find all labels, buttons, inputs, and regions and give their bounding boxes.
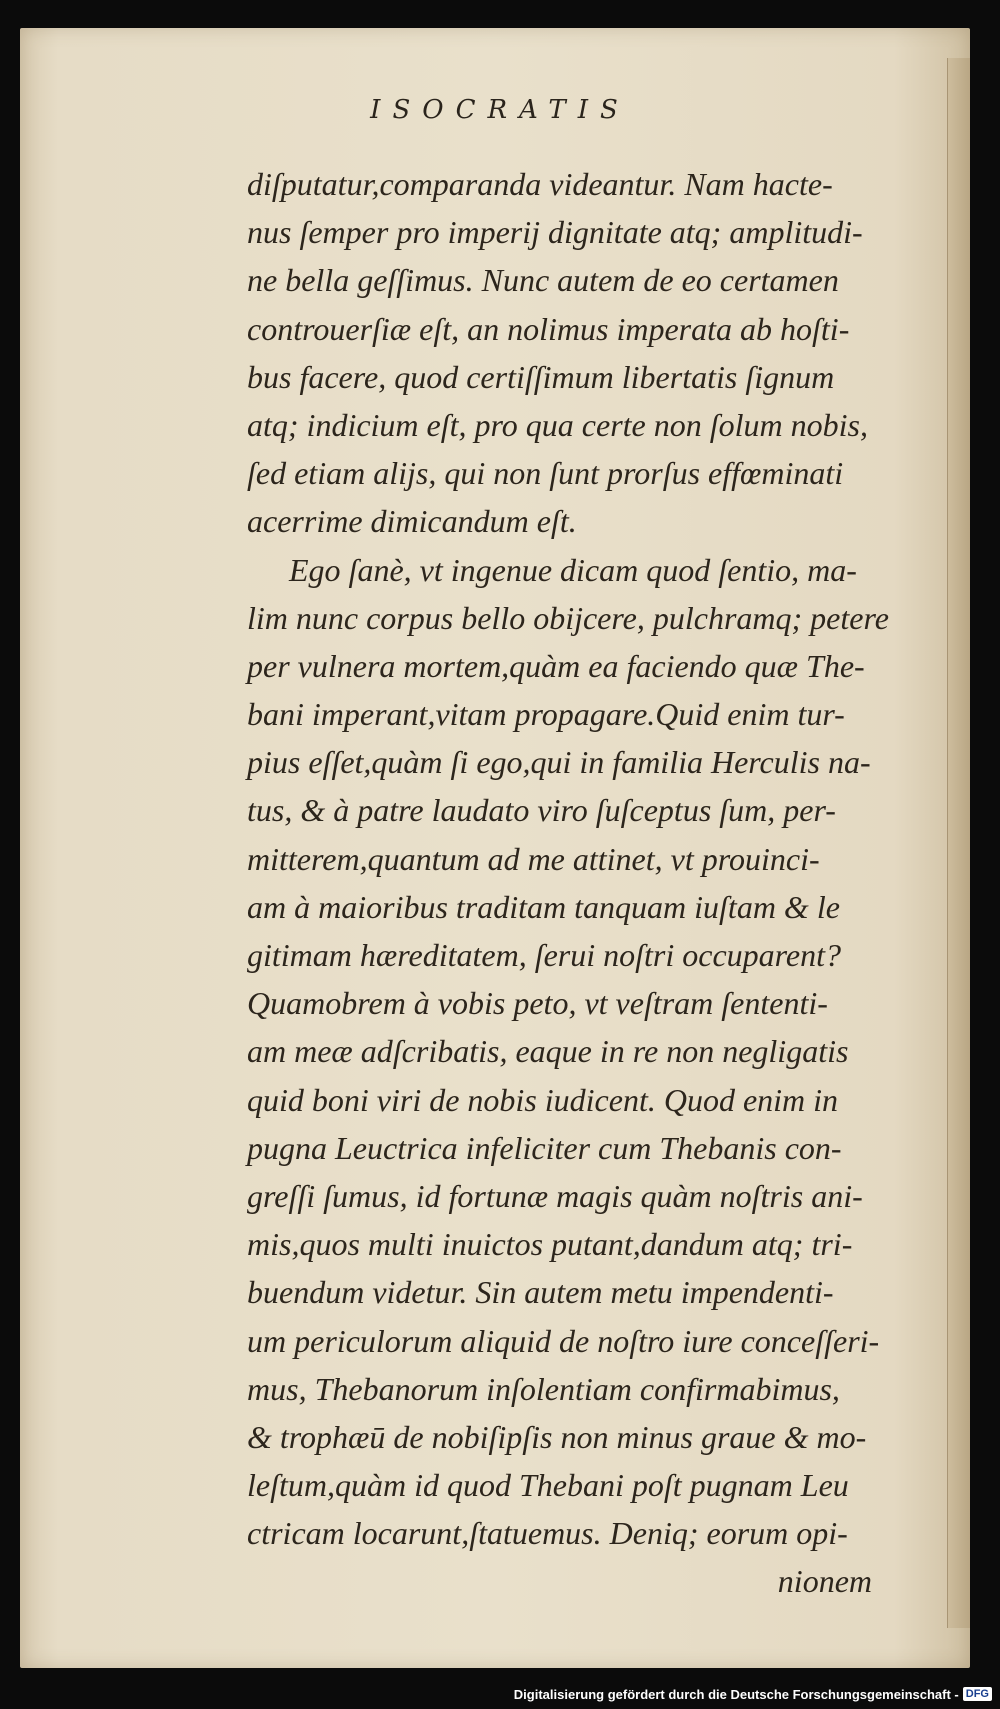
dfg-logo: DFG bbox=[963, 1687, 992, 1701]
text-line: nus ſemper pro imperij dignitate atq; amplitudi- bbox=[247, 214, 863, 251]
text-line: mitterem,quantum ad me attinet, vt prouinci- bbox=[247, 840, 820, 877]
text-line: ne bella geſſimus. Nunc autem de eo certamen bbox=[247, 262, 839, 299]
paragraph-start-line: Ego ſanè, vt ingenue dicam quod ſentio, ma- bbox=[289, 551, 857, 588]
text-line: controuerſiæ eſt, an nolimus imperata ab hoſti- bbox=[247, 310, 850, 347]
text-line: pius eſſet,quàm ſi ego,qui in familia Herculis na- bbox=[247, 744, 871, 781]
text-line: ctricam locarunt,ſtatuemus. Deniq; eorum opi- bbox=[247, 1515, 848, 1552]
text-line: acerrime dimicandum eſt. bbox=[247, 503, 577, 540]
text-line: gitimam hæreditatem, ſerui noſtri occuparent? bbox=[247, 937, 842, 973]
page-edge bbox=[947, 58, 970, 1628]
text-line: buendum videtur. Sin autem metu impendenti- bbox=[247, 1274, 834, 1311]
credit-text: Digitalisierung gefördert durch die Deutsche Forschungsgemeinschaft - bbox=[513, 1686, 959, 1702]
text-line: Quamobrem à vobis peto, vt veſtram ſententi- bbox=[247, 985, 828, 1022]
text-line: am meæ adſcribatis, eaque in re non negligatis bbox=[247, 1033, 849, 1070]
text-line: bani imperant,vitam propagare.Quid enim tur- bbox=[247, 696, 845, 733]
running-head: ISOCRATIS bbox=[370, 95, 630, 125]
text-line: mis,quos multi inuictos putant,dandum atq; tri- bbox=[247, 1226, 853, 1263]
text-line: greſſi ſumus, id fortunæ magis quàm noſtris ani- bbox=[247, 1177, 863, 1214]
body-text bbox=[247, 160, 889, 1606]
digitization-credit bbox=[514, 1683, 992, 1705]
text-line: pugna Leuctrica infeliciter cum Thebanis con- bbox=[247, 1129, 842, 1166]
text-line: quid boni viri de nobis iudicent. Quod enim in bbox=[247, 1081, 839, 1118]
book-page bbox=[20, 28, 970, 1668]
text-line: leſtum,quàm id quod Thebani poſt pugnam Leu bbox=[247, 1467, 849, 1504]
text-line: per vulnera mortem,quàm ea faciendo quæ The- bbox=[247, 647, 865, 684]
text-line: am à maioribus traditam tanquam iuſtam & le bbox=[247, 888, 840, 925]
text-line: mus, Thebanorum inſolentiam confirmabimus, bbox=[247, 1370, 840, 1407]
text-line: & trophæū de nobiſipſis non minus graue & mo- bbox=[247, 1418, 867, 1455]
text-line: tus, & à patre laudato viro ſuſceptus ſum, per- bbox=[247, 792, 836, 829]
text-line: ſed etiam alijs, qui non ſunt prorſus effœminati bbox=[247, 455, 844, 492]
text-line: diſputatur,comparanda videantur. Nam hacte- bbox=[247, 166, 833, 202]
text-line: um periculorum aliquid de noſtro iure conceſſeri- bbox=[247, 1322, 880, 1359]
text-line: bus facere, quod certiſſimum libertatis ſignum bbox=[247, 358, 835, 395]
text-line: lim nunc corpus bello obijcere, pulchramq; petere bbox=[247, 599, 889, 636]
text-line: atq; indicium eſt, pro qua certe non ſolum nobis, bbox=[247, 406, 868, 443]
catchword: nionem bbox=[777, 1563, 872, 1600]
